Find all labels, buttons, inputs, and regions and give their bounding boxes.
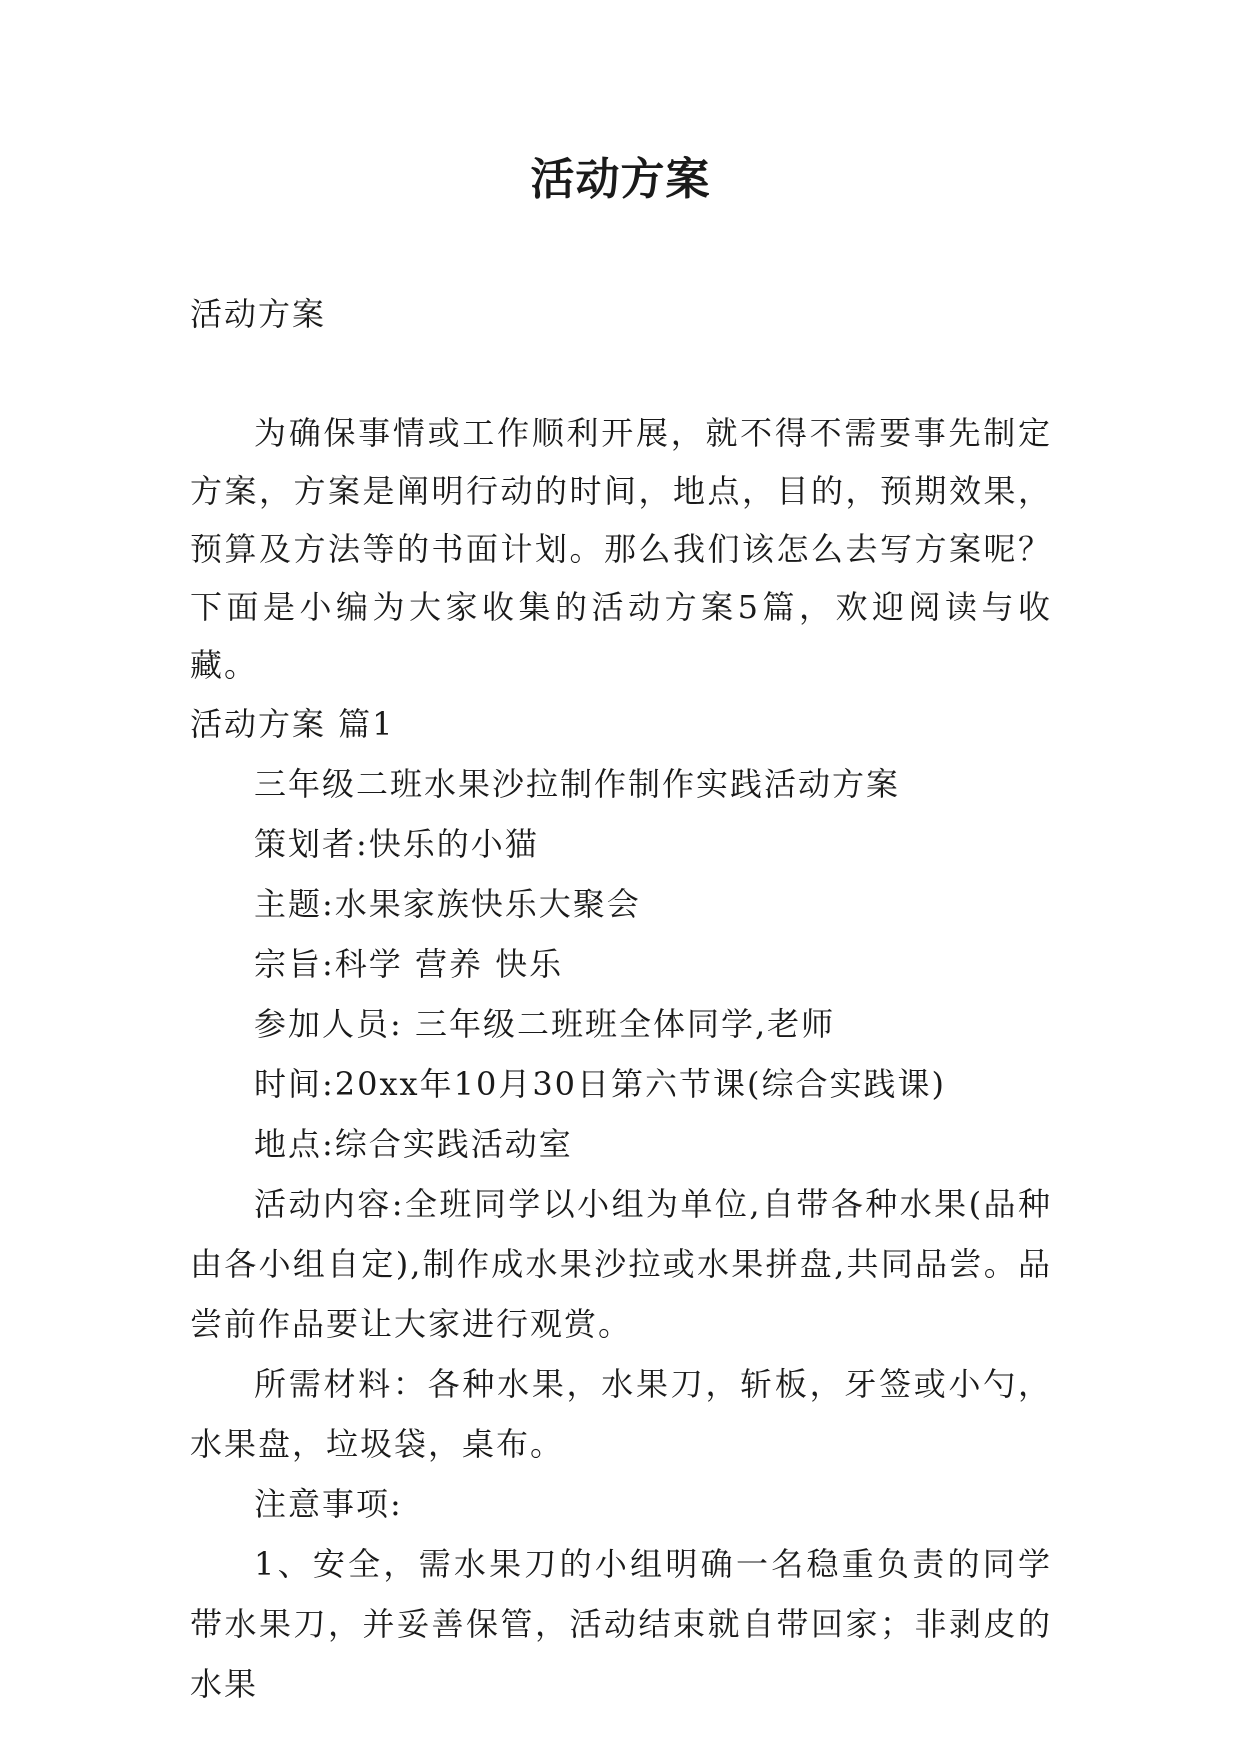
document-body — [190, 404, 1052, 1714]
section-heading: 活动方案 篇1 — [190, 705, 395, 743]
participants-line: 参加人员: 三年级二班班全体同学,老师 — [254, 1005, 836, 1043]
notes-heading: 注意事项: — [254, 1485, 403, 1523]
content-paragraph: 活动内容:全班同学以小组为单位,自带各种水果(品种由各小组自定),制作成水果沙拉或水果拼盘,共同品尝。品尝前作品要让大家进行观赏。 — [190, 1185, 1052, 1343]
document-subtitle: 活动方案 — [190, 295, 327, 333]
document-title: 活动方案 — [530, 154, 711, 205]
location-line: 地点:综合实践活动室 — [254, 1125, 573, 1163]
purpose-line: 宗旨:科学 营养 快乐 — [254, 945, 564, 983]
plan-title: 三年级二班水果沙拉制作制作实践活动方案 — [254, 765, 901, 803]
materials-paragraph: 所需材料：各种水果，水果刀，斩板，牙签或小勺，水果盘，垃圾袋，桌布。 — [190, 1365, 1052, 1463]
intro-paragraph: 为确保事情或工作顺利开展，就不得不需要事先制定方案，方案是阐明行动的时间，地点，目的，预期效果，预算及方法等的书面计划。那么我们该怎么去写方案呢？下面是小编为大家收集的活动方案5篇，欢迎阅读与收藏。 — [190, 414, 1052, 684]
time-line: 时间:20xx年10月30日第六节课(综合实践课) — [254, 1065, 947, 1103]
planner-line: 策划者:快乐的小猫 — [254, 825, 539, 863]
theme-line: 主题:水果家族快乐大聚会 — [254, 885, 641, 923]
safety-note-paragraph: 1、安全，需水果刀的小组明确一名稳重负责的同学带水果刀，并妥善保管，活动结束就自带回家；非剥皮的水果 — [190, 1545, 1052, 1703]
